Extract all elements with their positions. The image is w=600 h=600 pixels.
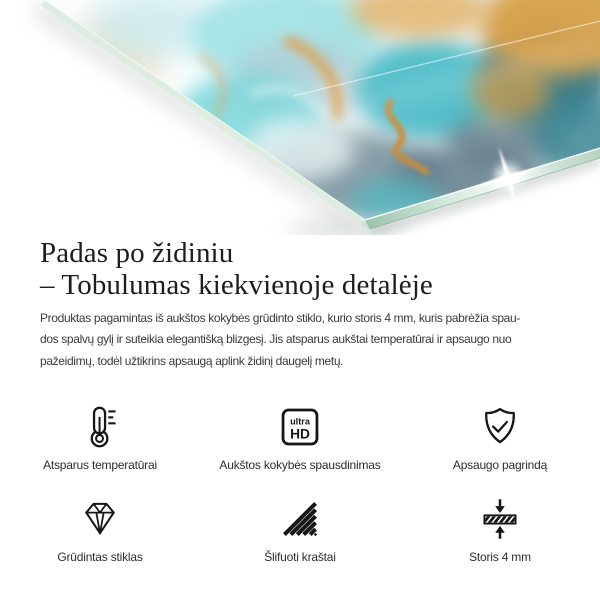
description-line: Produktas pagamintas iš aukštos kokybės grūdinto stiklo, kurio storis 4 mm, kuris pabrėžia spau-: [40, 311, 520, 325]
feature-label: Storis 4 mm: [469, 550, 531, 564]
title-line-1: Padas po židiniu: [40, 237, 234, 269]
feature-print-quality: [200, 398, 400, 479]
feature-label: Aukštos kokybės spausdinimas: [219, 458, 381, 472]
feature-label: Apsaugo pagrindą: [452, 458, 548, 472]
feature-label: Grūdintas stiklas: [57, 550, 143, 564]
feature-heat-resistant: [0, 398, 200, 479]
description-line: dos spalvų gylį ir suteikia elegantišką blizgesį. Jis atsparus aukštai temperatūrai ir apsaugo nuo: [40, 332, 512, 347]
feature-polished-edges: [200, 490, 400, 571]
feature-thickness: [400, 490, 600, 571]
feature-tempered-glass: [0, 490, 200, 571]
ultra-hd-badge-bottom: HD: [290, 426, 310, 442]
thickness-arrows-icon: [477, 496, 523, 542]
page-title: [40, 237, 433, 301]
description-line: pažeidimų, todėl užtikrins apsaugą aplink židinį daugelį metų.: [40, 353, 344, 368]
thermometer-icon: [77, 404, 123, 450]
ultra-hd-badge-top: ultra: [290, 416, 310, 427]
feature-label: Šlifuoti kraštai: [264, 550, 336, 564]
polished-edges-icon: [277, 496, 323, 542]
product-description: [40, 308, 520, 372]
shield-check-icon: [477, 404, 523, 450]
ultra-hd-icon: [277, 404, 323, 450]
feature-label: Atsparus temperatūrai: [43, 458, 157, 472]
features-grid: [0, 398, 600, 571]
feature-protects-base: [400, 398, 600, 479]
product-photo: [0, 0, 600, 235]
glass-panel-image: [0, 0, 600, 235]
diamond-icon: [77, 496, 123, 542]
title-line-2: – Tobulumas kiekvienoje detalėje: [40, 269, 433, 301]
